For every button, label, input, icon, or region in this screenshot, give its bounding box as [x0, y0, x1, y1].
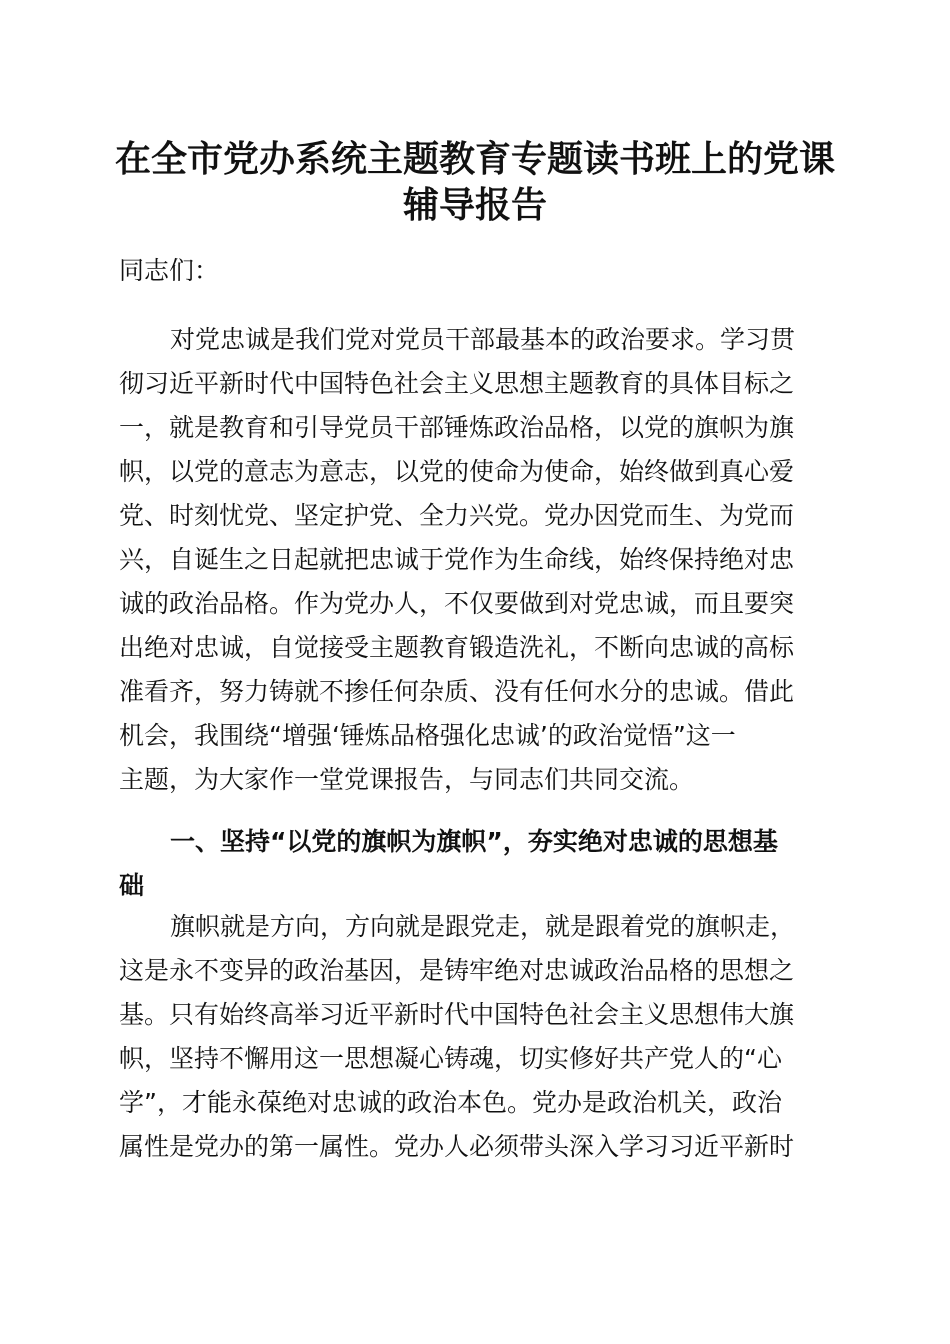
document-title — [110, 136, 840, 228]
heading-line: 一、坚持“以党的旗帜为旗帜”，夯实绝对忠诚的思想基 — [170, 827, 778, 856]
paragraph-line: 帜，以党的意志为意志，以党的使命为使命，始终做到真心爱 — [119, 457, 795, 486]
paragraph-line: 这是永不变异的政治基因，是铸牢绝对忠诚政治品格的思想之 — [119, 956, 795, 985]
paragraph-line: 属性是党办的第一属性。党办人必须带头深入学习习近平新时 — [119, 1132, 795, 1161]
paragraph-line: 诚的政治品格。作为党办人，不仅要做到对党忠诚，而且要突 — [119, 589, 795, 618]
section-heading-1 — [119, 820, 824, 908]
title-line: 在全市党办系统主题教育专题读书班上的党课 — [114, 138, 835, 180]
paragraph-line: 党、时刻忧党、坚定护党、全力兴党。党办因党而生、为党而 — [119, 501, 795, 530]
paragraph-line: 学”，才能永葆绝对忠诚的政治本色。党办是政治机关，政治 — [119, 1088, 782, 1117]
paragraph-section-1 — [119, 905, 824, 1169]
title-line: 辅导报告 — [402, 184, 547, 226]
salutation: 同志们： — [119, 256, 220, 285]
paragraph-line: 主题，为大家作一堂党课报告，与同志们共同交流。 — [119, 765, 695, 794]
paragraph-line: 准看齐，努力铸就不掺任何杂质、没有任何水分的忠诚。借此 — [119, 677, 795, 706]
paragraph-line: 帜，坚持不懈用这一思想凝心铸魂，切实修好共产党人的“心 — [119, 1044, 782, 1073]
paragraph-line: 基。只有始终高举习近平新时代中国特色社会主义思想伟大旗 — [119, 1000, 795, 1029]
paragraph-line: 兴，自诞生之日起就把忠诚于党作为生命线，始终保持绝对忠 — [119, 545, 795, 574]
paragraph-line: 旗帜就是方向，方向就是跟党走，就是跟着党的旗帜走， — [170, 912, 796, 941]
paragraph-line: 机会，我围绕“增强‘锤炼品格强化忠诚’的政治觉悟”这一 — [119, 721, 736, 750]
paragraph-line: 出绝对忠诚，自觉接受主题教育锻造洗礼，不断向忠诚的高标 — [119, 633, 795, 662]
paragraph-line: 一，就是教育和引导党员干部锤炼政治品格，以党的旗帜为旗 — [119, 413, 795, 442]
paragraph-line: 对党忠诚是我们党对党员干部最基本的政治要求。学习贯 — [170, 325, 796, 354]
paragraph-line: 彻习近平新时代中国特色社会主义思想主题教育的具体目标之 — [119, 369, 795, 398]
paragraph-intro — [119, 318, 824, 802]
heading-line: 础 — [119, 871, 145, 900]
